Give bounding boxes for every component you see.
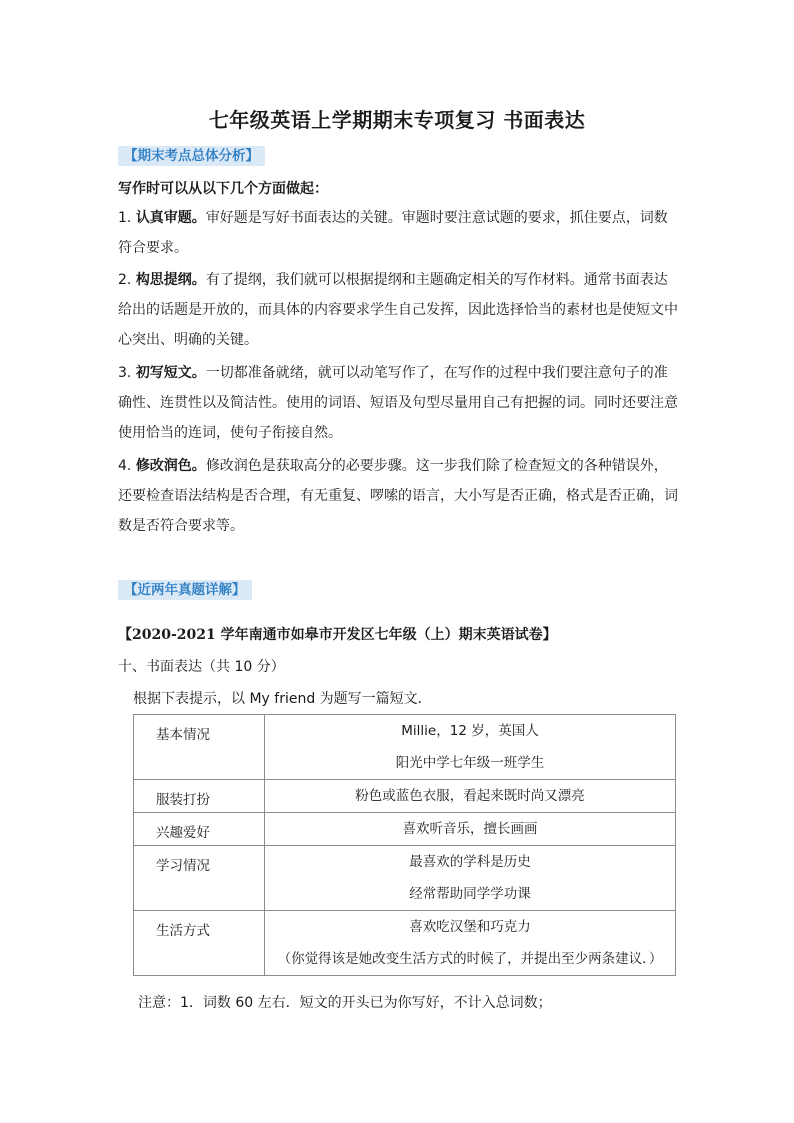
table-row [134,813,676,846]
question-instruction: 根据下表提示，以 My friend 为题写一篇短文． [133,691,432,707]
question-heading: 十、书面表达（共 10 分） [118,659,285,675]
row-value [265,911,676,976]
point-number: 1. [118,210,132,226]
point-body: 一切都准备就绪，就可以动笔写作了，在写作的过程中我们要注意句子的准确性、连贯性以及简洁性。使用的词语、短语及句型尽量用自己有把握的词。同时还要注意使用恰当的连词，使句子衔接自然。 [118,365,678,441]
row-line: 经常帮助同学学功课 [409,886,531,902]
point-2 [118,265,678,355]
row-value [265,715,676,780]
row-line: 阳光中学七年级一班学生 [395,755,545,771]
page-title: 七年级英语上学期期末专项复习 书面表达 [208,108,586,132]
intro-text: 写作时可以从以下几个方面做起： [118,181,328,197]
row-value [265,780,676,813]
point-4 [118,451,678,541]
row-label: 兴趣爱好 [134,813,265,846]
point-body: 有了提纲，我们就可以根据提纲和主题确定相关的写作材料。通常书面表达给出的话题是开放的，而具体的内容要求学生自己发挥，因此选择恰当的素材也是使短文中心突出、明确的关键。 [118,272,678,348]
point-number: 2. [118,272,132,288]
table-row [134,780,676,813]
point-number: 4. [118,458,132,474]
point-body: 审好题是写好书面表达的关键。审题时要注意试题的要求，抓住要点，词数符合要求。 [118,210,668,256]
point-heading: 认真审题。 [135,210,206,226]
table-row [134,846,676,911]
row-label: 基本情况 [134,715,265,780]
point-body: 修改润色是获取高分的必要步骤。这一步我们除了检查短文的各种错误外，还要检查语法结构是否合理，有无重复、啰嗦的语言，大小写是否正确，格式是否正确，词数是否符合要求等。 [118,458,678,534]
table-row [134,715,676,780]
note-text: 注意：1．词数 60 左右．短文的开头已为你写好，不计入总词数； [138,995,552,1011]
section-tag-analysis: 【期末考点总体分析】 [118,146,265,166]
point-3 [118,358,678,448]
point-number: 3. [118,365,132,381]
table-row [134,911,676,976]
point-heading: 初写短文。 [135,365,206,381]
row-line: 喜欢听音乐，擅长画画 [402,821,538,837]
section-tag-exam-review: 【近两年真题详解】 [118,580,252,600]
row-label: 服装打扮 [134,780,265,813]
row-value [265,846,676,911]
point-heading: 构思提纲。 [135,272,206,288]
row-line: 最喜欢的学科是历史 [409,854,531,870]
row-line: Millie，12 岁，英国人 [401,723,539,739]
point-heading: 修改润色。 [135,458,206,474]
prompt-table [133,714,676,976]
row-label: 生活方式 [134,911,265,976]
row-line: （你觉得该是她改变生活方式的时候了，并提出至少两条建议．） [277,951,663,967]
row-value [265,813,676,846]
exam-source: 【2020-2021 学年南通市如皋市开发区七年级（上）期末英语试卷】 [118,627,557,643]
row-label: 学习情况 [134,846,265,911]
row-line: 喜欢吃汉堡和巧克力 [409,919,531,935]
row-line: 粉色或蓝色衣服，看起来既时尚又漂亮 [355,788,585,804]
point-1 [118,203,678,263]
